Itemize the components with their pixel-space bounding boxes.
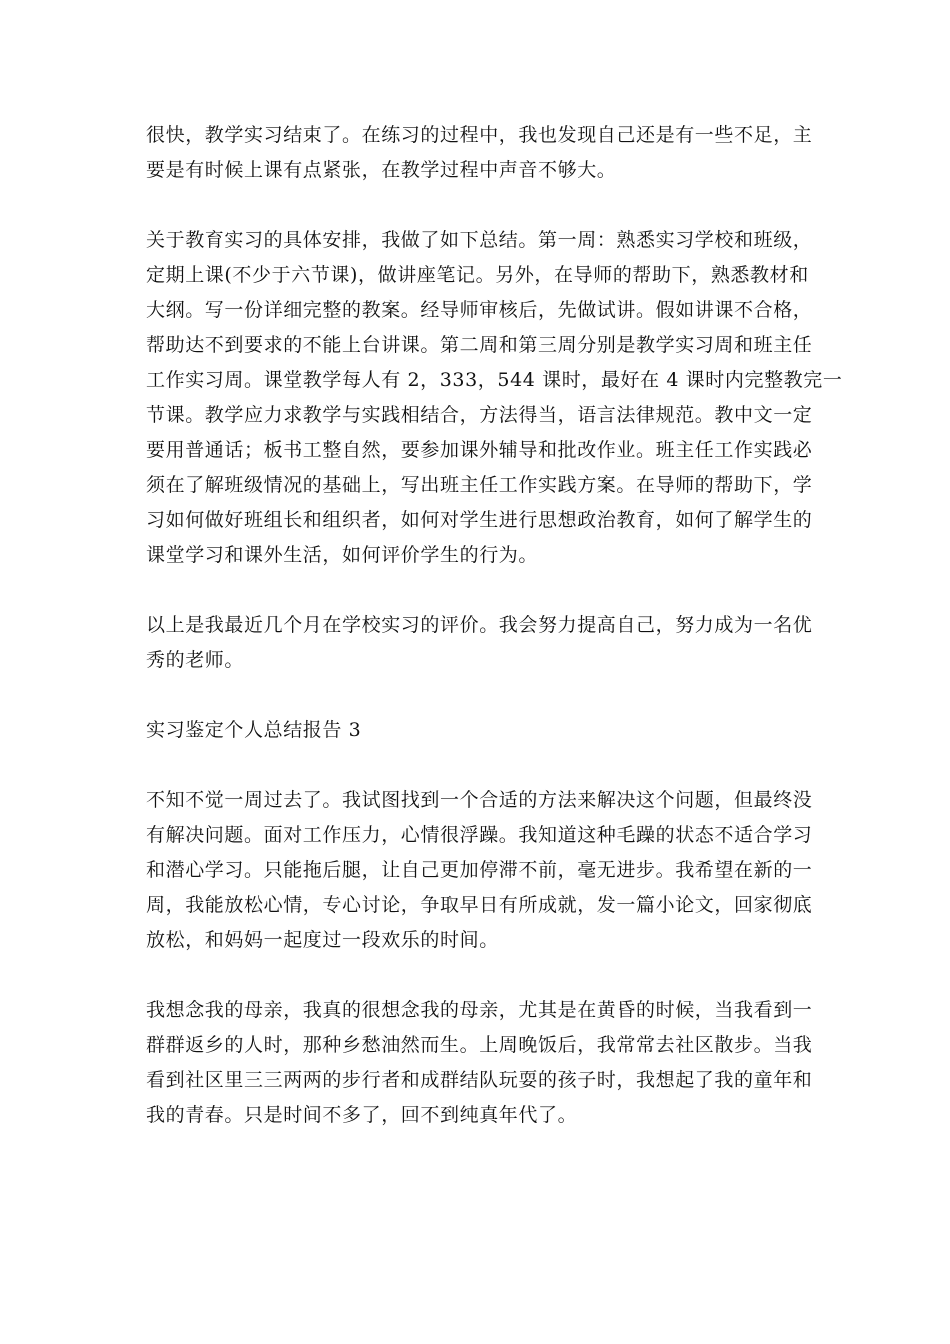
text-line: 有解决问题。面对工作压力，心情很浮躁。我知道这种毛躁的状态不适合学习 [146, 824, 813, 846]
text-line: 放松，和妈妈一起度过一段欢乐的时间。 [146, 929, 499, 951]
text-line: 看到社区里三三两两的步行者和成群结队玩耍的孩子时，我想起了我的童年和 [146, 1069, 813, 1091]
text-line: 关于教育实习的具体安排，我做了如下总结。第一周：熟悉实习学校和班级， [146, 229, 813, 251]
text-line: 须在了解班级情况的基础上，写出班主任工作实践方案。在导师的帮助下，学 [146, 474, 813, 496]
text-line: 要是有时候上课有点紧张，在教学过程中声音不够大。 [146, 159, 617, 181]
section-heading: 实习鉴定个人总结报告 3 [146, 719, 362, 741]
text-line: 不知不觉一周过去了。我试图找到一个合适的方法来解决这个问题，但最终没 [146, 789, 813, 811]
text-line: 秀的老师。 [146, 649, 245, 671]
text-line: 以上是我最近几个月在学校实习的评价。我会努力提高自己，努力成为一名优 [146, 614, 813, 636]
text-line: 帮助达不到要求的不能上台讲课。第二周和第三周分别是教学实习周和班主任 [146, 334, 813, 356]
text-line: 我想念我的母亲，我真的很想念我的母亲，尤其是在黄昏的时候，当我看到一 [146, 999, 813, 1021]
text-line: 大纲。写一份详细完整的教案。经导师审核后，先做试讲。假如讲课不合格， [146, 299, 813, 321]
text-line: 周，我能放松心情，专心讨论，争取早日有所成就，发一篇小论文，回家彻底 [146, 894, 813, 916]
text-line: 要用普通话；板书工整自然，要参加课外辅导和批改作业。班主任工作实践必 [146, 439, 813, 461]
text-line: 我的青春。只是时间不多了，回不到纯真年代了。 [146, 1104, 578, 1126]
text-line: 工作实习周。课堂教学每人有 2，333，544 课时，最好在 4 课时内完整教完一 [146, 369, 843, 391]
paragraph-week-passed [146, 783, 813, 958]
text-line: 课堂学习和课外生活，如何评价学生的行为。 [146, 544, 539, 566]
text-line: 习如何做好班组长和组织者，如何对学生进行思想政治教育，如何了解学生的 [146, 509, 813, 531]
paragraph-self-evaluation [146, 608, 813, 678]
paragraph-internship-arrangement [146, 223, 843, 573]
text-line: 群群返乡的人时，那种乡愁油然而生。上周晚饭后，我常常去社区散步。当我 [146, 1034, 813, 1056]
text-line: 和潜心学习。只能拖后腿，让自己更加停滞不前，毫无进步。我希望在新的一 [146, 859, 813, 881]
text-line: 定期上课(不少于六节课)，做讲座笔记。另外，在导师的帮助下，熟悉教材和 [146, 264, 809, 286]
paragraph-teaching-summary [146, 118, 813, 188]
paragraph-missing-mother [146, 993, 813, 1133]
text-line: 很快，教学实习结束了。在练习的过程中，我也发现自己还是有一些不足，主 [146, 124, 813, 146]
document-page [146, 118, 843, 1168]
text-line: 节课。教学应力求教学与实践相结合，方法得当，语言法律规范。教中文一定 [146, 404, 813, 426]
